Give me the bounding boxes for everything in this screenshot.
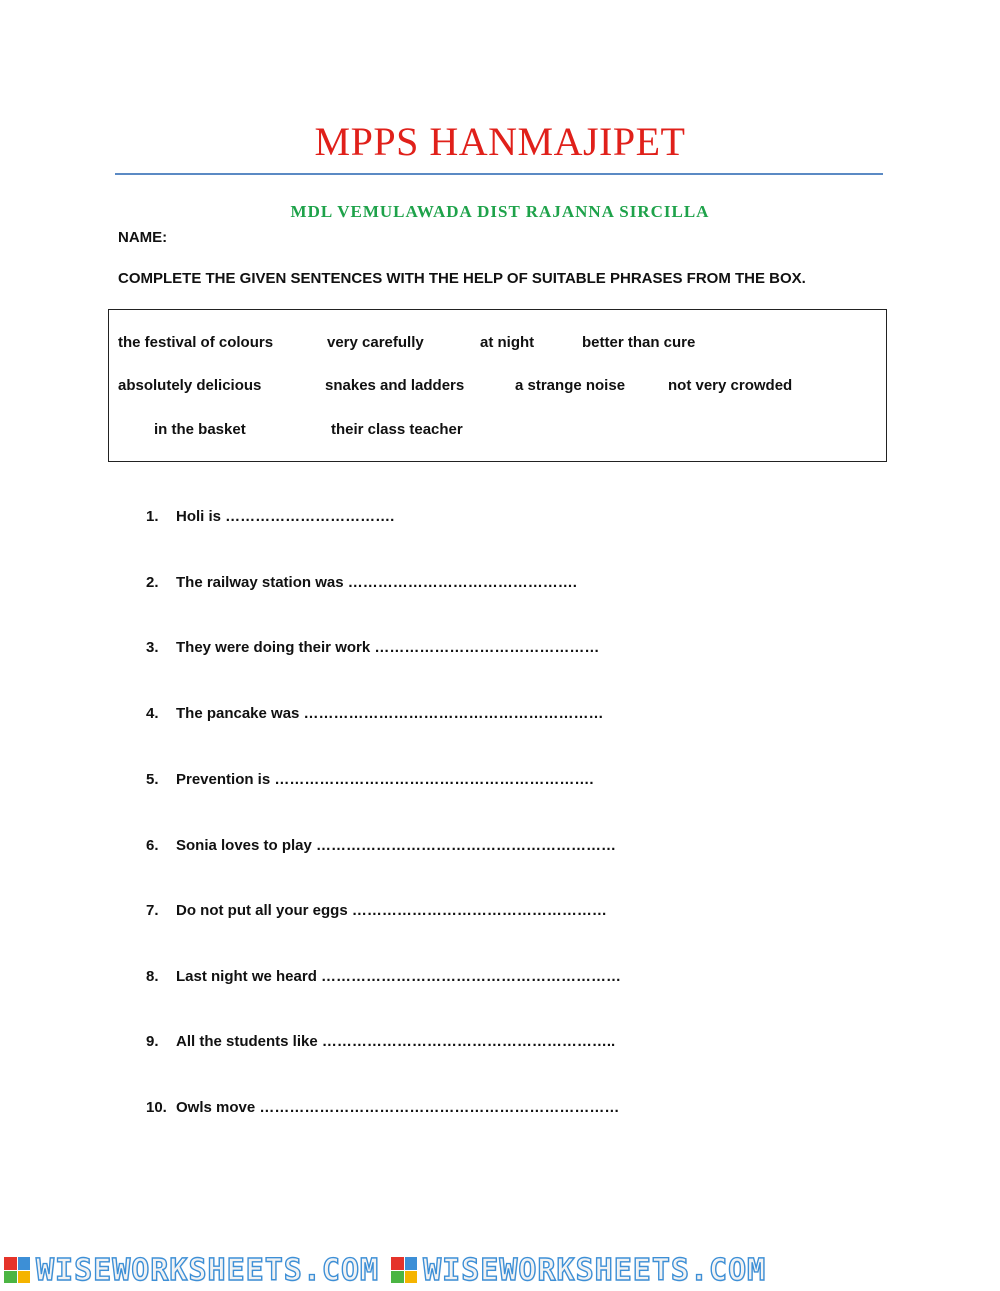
- wiseworksheets-logo-icon: [4, 1257, 30, 1283]
- phrase-item: at night: [480, 334, 535, 351]
- page-subtitle: MDL VEMULAWADA DIST RAJANNA SIRCILLA: [290, 202, 710, 221]
- question-text: The railway station was ……………………………………….: [176, 574, 577, 591]
- question-item: [146, 968, 621, 985]
- page-title: MPPS HANMAJIPET: [314, 119, 686, 164]
- question-item: [146, 1033, 615, 1050]
- phrase-item: snakes and ladders: [325, 377, 465, 394]
- question-item: [146, 902, 607, 919]
- logo-tile-blue: [405, 1257, 418, 1270]
- question-item: [146, 574, 577, 591]
- question-number: 5.: [146, 771, 159, 788]
- phrase-item: better than cure: [582, 334, 696, 351]
- question-text: All the students like …………………………………………………..: [176, 1033, 616, 1050]
- logo-tile-green: [391, 1271, 404, 1284]
- question-number: 10.: [146, 1099, 167, 1116]
- footer-brand-text: WISEWORKSHEETS.COM: [423, 1252, 767, 1288]
- question-text: Prevention is ……………………………………………………….: [176, 771, 594, 788]
- question-text: Do not put all your eggs ……………………………………………: [176, 902, 607, 919]
- logo-tile-red: [391, 1257, 404, 1270]
- question-text: The pancake was ……………………………………………………: [176, 705, 604, 722]
- question-item: [146, 1099, 619, 1116]
- question-item: [146, 508, 394, 525]
- footer-brand-text: WISEWORKSHEETS.COM: [36, 1252, 380, 1288]
- phrase-item: not very crowded: [668, 377, 793, 394]
- wiseworksheets-logo-icon: [391, 1257, 417, 1283]
- phrase-box: [108, 309, 887, 462]
- question-number: 1.: [146, 508, 159, 525]
- logo-tile-yellow: [18, 1271, 31, 1284]
- question-text: They were doing their work ………………………………………: [176, 639, 600, 656]
- phrase-item: a strange noise: [515, 377, 626, 394]
- logo-tile-green: [4, 1271, 17, 1284]
- logo-tile-yellow: [405, 1271, 418, 1284]
- footer-watermark: [0, 1252, 1000, 1288]
- phrase-item: absolutely delicious: [118, 377, 262, 394]
- question-number: 6.: [146, 837, 159, 854]
- question-number: 4.: [146, 705, 159, 722]
- phrase-item: their class teacher: [331, 421, 463, 438]
- name-label: NAME:: [118, 229, 168, 246]
- question-number: 2.: [146, 574, 159, 591]
- phrase-item: the festival of colours: [118, 334, 274, 351]
- question-number: 7.: [146, 902, 159, 919]
- question-number: 8.: [146, 968, 159, 985]
- question-text: Holi is …………………………….: [176, 508, 395, 525]
- title-divider: [115, 173, 883, 175]
- question-item: [146, 705, 604, 722]
- question-text: Owls move ………………………………………………………………: [176, 1099, 620, 1116]
- logo-tile-red: [4, 1257, 17, 1270]
- question-item: [146, 837, 616, 854]
- question-number: 9.: [146, 1033, 159, 1050]
- question-item: [146, 639, 599, 656]
- instruction-text: COMPLETE THE GIVEN SENTENCES WITH THE HELP OF SUITABLE PHRASES FROM THE BOX.: [118, 270, 806, 287]
- question-text: Last night we heard ……………………………………………………: [176, 968, 622, 985]
- question-text: Sonia loves to play ……………………………………………………: [176, 837, 617, 854]
- question-item: [146, 771, 594, 788]
- question-number: 3.: [146, 639, 159, 656]
- phrase-item: in the basket: [154, 421, 246, 438]
- phrase-item: very carefully: [327, 334, 424, 351]
- logo-tile-blue: [18, 1257, 31, 1270]
